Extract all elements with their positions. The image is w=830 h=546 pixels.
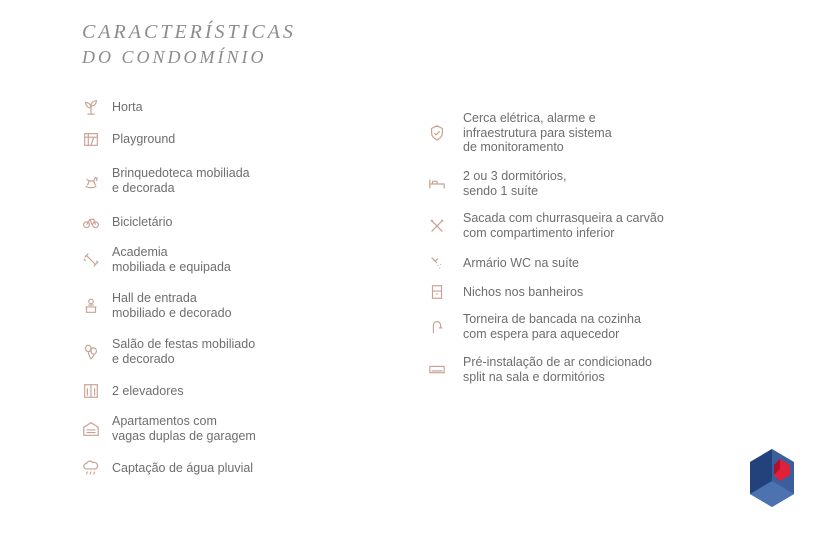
- title-line-2: DO CONDOMÍNIO: [82, 47, 267, 67]
- reception-icon: [81, 296, 101, 316]
- dumbbell-icon: [81, 250, 101, 270]
- feature-dormitorios: [427, 169, 567, 198]
- bed-icon: [427, 174, 447, 194]
- playground-icon: [81, 129, 101, 149]
- feature-label: Captação de água pluvial: [112, 460, 254, 475]
- feature-brinquedoteca: [81, 166, 250, 195]
- rocking-horse-icon: [81, 171, 101, 191]
- garage-icon: [81, 419, 101, 439]
- rain-cloud-icon: [81, 458, 101, 478]
- feature-label: Cerca elétrica, alarme e infraestrutura para sistema de monitoramento: [463, 111, 612, 154]
- feature-cerca-eletrica: [427, 111, 612, 155]
- feature-churrasqueira: [427, 211, 664, 240]
- title-line-1: CARACTERÍSTICAS: [82, 21, 296, 43]
- brand-logo: [748, 447, 796, 511]
- shield-icon: [427, 123, 447, 143]
- feature-garagem: [81, 414, 256, 443]
- feature-salao: [81, 337, 255, 366]
- balloons-icon: [81, 342, 101, 362]
- faucet-icon: [427, 317, 447, 337]
- feature-label: Bicicletário: [112, 214, 173, 229]
- feature-label: Horta: [112, 99, 143, 114]
- feature-nichos: [427, 282, 583, 302]
- feature-label: Pré-instalação de ar condicionado split na sala e dormitórios: [463, 355, 653, 384]
- feature-label: Nichos nos banheiros: [463, 284, 584, 299]
- feature-label: Sacada com churrasqueira a carvão com compartimento inferior: [463, 211, 664, 240]
- feature-label: Torneira de bancada na cozinha com espera para aquecedor: [463, 312, 641, 341]
- feature-label: Brinquedoteca mobiliada e decorada: [112, 166, 250, 195]
- feature-label: Salão de festas mobiliado e decorado: [112, 337, 256, 366]
- feature-label: Academia mobiliada e equipada: [112, 245, 231, 274]
- plant-icon: [81, 97, 101, 117]
- feature-label: Playground: [112, 131, 176, 146]
- bicycle-icon: [81, 212, 101, 232]
- feature-horta: [81, 97, 143, 117]
- elevator-icon: [81, 381, 101, 401]
- feature-label: 2 ou 3 dormitórios, sendo 1 suíte: [463, 169, 567, 198]
- feature-hall: [81, 291, 232, 320]
- feature-elevadores: [81, 381, 184, 401]
- feature-label: Hall de entrada mobiliado e decorado: [112, 291, 232, 320]
- feature-bicicletario: [81, 212, 172, 232]
- shower-icon: [427, 253, 447, 273]
- niche-icon: [427, 282, 447, 302]
- grill-tools-icon: [427, 216, 447, 236]
- feature-label: Apartamentos com vagas duplas de garagem: [112, 414, 256, 443]
- feature-academia: [81, 245, 231, 274]
- feature-agua-pluvial: [81, 458, 253, 478]
- feature-label: 2 elevadores: [112, 383, 184, 398]
- feature-label: Armário WC na suíte: [463, 255, 580, 270]
- feature-armario-wc: [427, 253, 579, 273]
- feature-ar-condicionado: [427, 355, 652, 384]
- air-conditioner-icon: [427, 360, 447, 380]
- feature-playground: [81, 129, 175, 149]
- feature-torneira: [427, 312, 641, 341]
- page-title: [82, 20, 296, 69]
